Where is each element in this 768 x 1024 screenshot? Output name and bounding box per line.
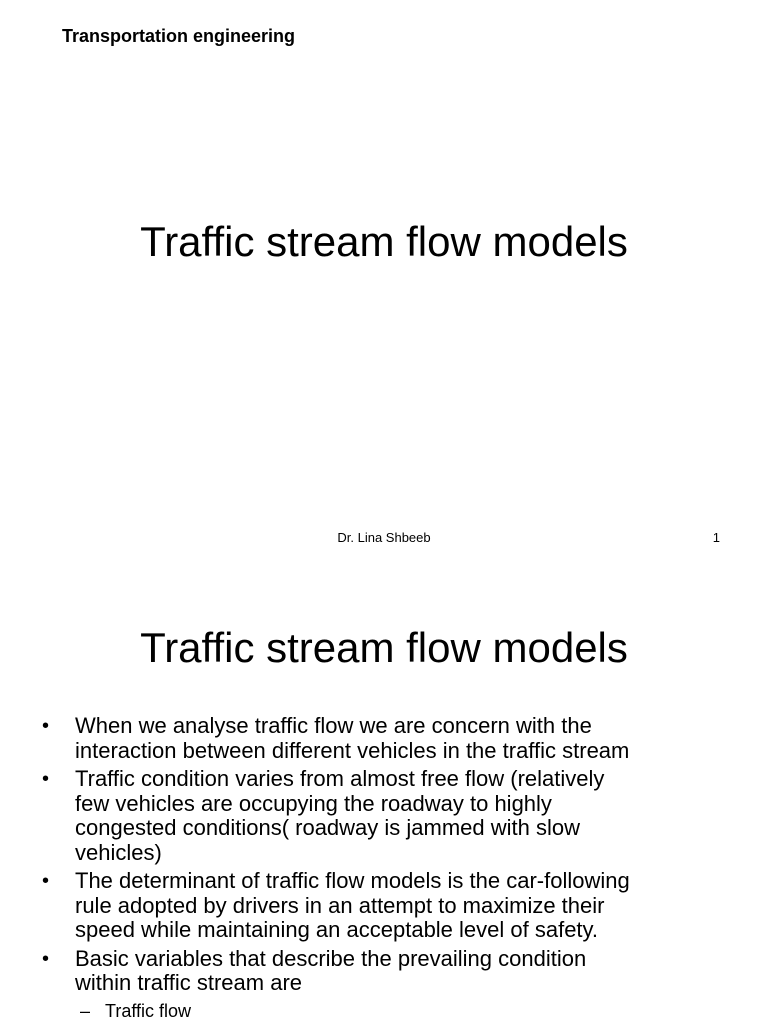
bullet-dot-icon: • bbox=[42, 715, 50, 737]
bullet-text: The determinant of traffic flow models is the car-following rule adopted by drivers in an attempt to maximize their speed while maintaining an acceptable level of safety. bbox=[75, 868, 630, 942]
bullet-item bbox=[40, 714, 740, 763]
bullet-dot-icon: • bbox=[42, 870, 50, 892]
slide-title: Traffic stream flow models bbox=[140, 218, 628, 265]
bullet-text: When we analyse traffic flow we are concern with the interaction between different vehicles in the traffic stream bbox=[75, 713, 630, 763]
slide-2 bbox=[0, 576, 768, 1024]
bullet-text: Traffic condition varies from almost free flow (relatively few vehicles are occupying the roadway to highly congested conditions( roadway is jammed with slow vehicles) bbox=[75, 766, 605, 865]
bullet-dot-icon: • bbox=[42, 947, 50, 970]
bullet-item bbox=[40, 767, 740, 865]
sub-bullet-text: Traffic flow bbox=[105, 1000, 192, 1021]
bullet-dot-icon: • bbox=[42, 768, 50, 790]
bullet-list bbox=[40, 714, 740, 1022]
sub-bullet-item bbox=[40, 1000, 740, 1022]
dash-icon: – bbox=[80, 1000, 91, 1021]
bullet-item bbox=[40, 947, 740, 996]
page-number: 1 bbox=[712, 530, 720, 545]
slide-header: Transportation engineering bbox=[62, 26, 296, 46]
footer-author: Dr. Lina Shbeeb bbox=[337, 530, 431, 545]
slide-title: Traffic stream flow models bbox=[140, 624, 628, 671]
bullet-text: Basic variables that describe the prevailing condition within traffic stream are bbox=[75, 945, 587, 995]
bullet-item bbox=[40, 869, 740, 943]
